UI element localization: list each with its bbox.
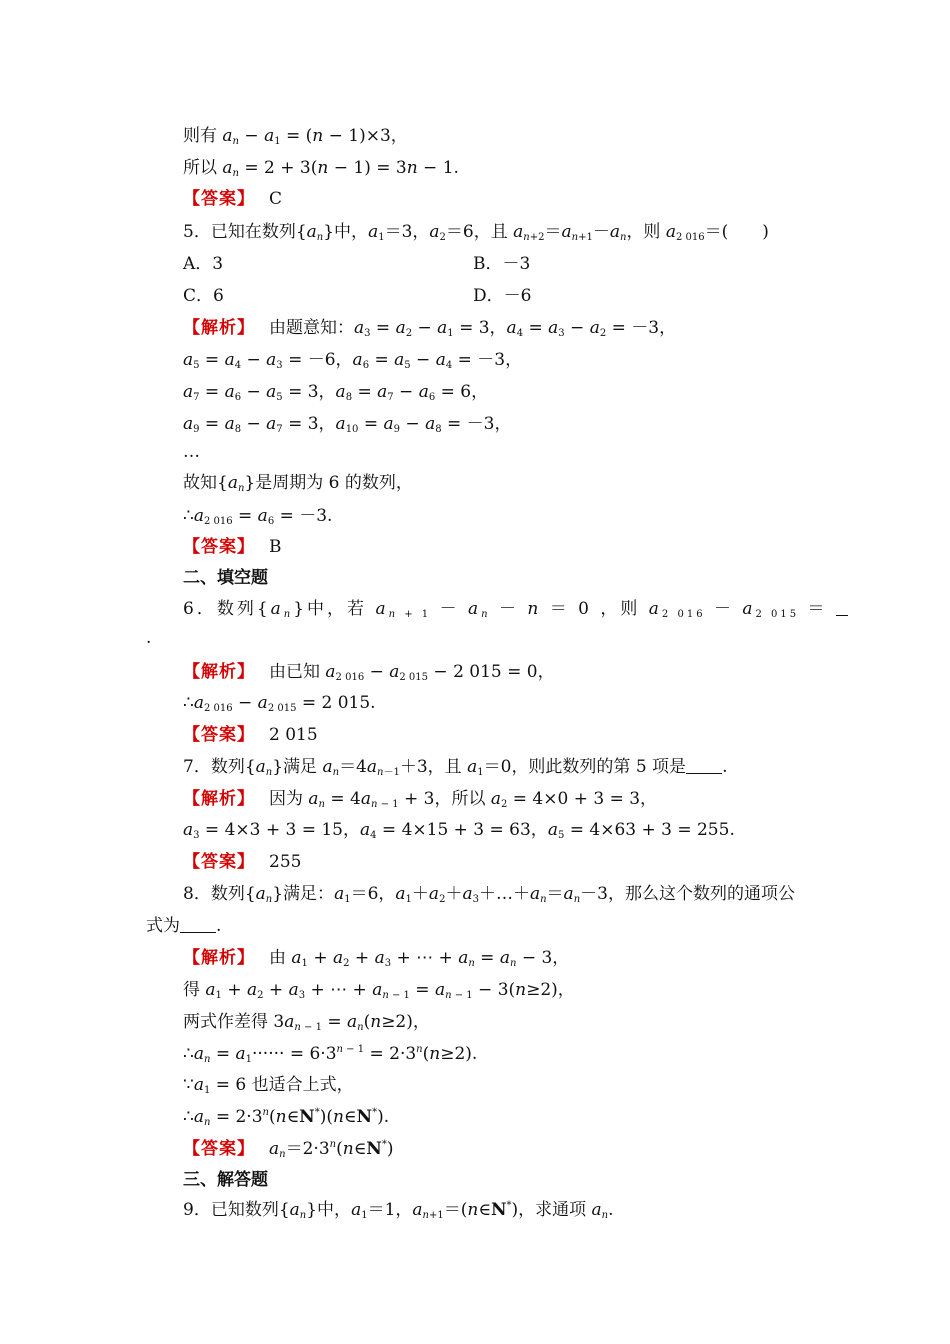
section-heading: 二、填空题 <box>183 568 268 588</box>
analysis-tag: 【解析】 <box>183 662 255 682</box>
question-7: 7．数列$\{a_n\}$满足 $a_n=4a_{n-1}+3$，且 $a_1=0$，则此数列的第 5 项是 . <box>183 757 728 778</box>
derivation-line: $\therefore a_{2 016} = a_6 = -3$. <box>183 506 333 527</box>
question-6: 6．数列$\{a_n\}$中，若 $a_{n + 1} - a_n - n = 0$ ，则 $a_{2 016} - a_{2 015}$ ＝ <box>183 597 848 621</box>
option-a: A．3 <box>183 254 224 274</box>
question-5: 5．已知在数列$\{a_n\}$中，$a_1=3$，$a_2=6$，且 $a_{n+2}=a_{n+1}-a_n$，则 $a_{2 016}=$( ) <box>183 222 769 243</box>
analysis-line: 【解析】 由 $a_1 + a_2 + a_3$ + ⋯ + $a_n = a_n - 3$， <box>183 948 570 969</box>
option-d: D．－6 <box>473 286 532 306</box>
answer-line: 【答案】 255 <box>183 852 302 872</box>
derivation-line: $a_3 = 4\times 3 + 3 = 15$，$a_4 = 4\times 15 + 3 = 63$，$a_5 = 4\times 63 + 3 = 255$. <box>183 820 735 841</box>
question-8: 8．数列$\{a_n\}$满足：$a_1=6$，$a_1+a_2+a_3+\dots+a_n=a_n-3$，那么这个数列的通项公 <box>183 884 795 905</box>
answer-tag: 【答案】 <box>183 189 255 209</box>
derivation-line: $a_9 = a_8 - a_7 = 3$，$a_{10} = a_9 - a_8 = -3$， <box>183 414 512 435</box>
derivation-line: 则有 $a_n - a_1 = (n - 1)\times 3$， <box>183 126 408 147</box>
answer-line: 【答案】 C <box>183 189 283 209</box>
analysis-line: 【解析】 由题意知：$a_3 = a_2 - a_1 = 3$，$a_4 = a_3 - a_2 = -3$， <box>183 318 677 339</box>
derivation-line: 故知$\{a_n\}$是周期为 6 的数列， <box>183 473 413 494</box>
analysis-tag: 【解析】 <box>183 318 255 338</box>
answer-tag: 【答案】 <box>183 537 255 557</box>
derivation-line: 所以 $a_n = 2 + 3(n - 1) = 3n - 1$. <box>183 158 459 179</box>
options-row <box>183 252 531 276</box>
derivation-line: $a_7 = a_6 - a_5 = 3$，$a_8 = a_7 - a_6 = 6$， <box>183 382 489 403</box>
question-9: 9．已知数列$\{a_n\}$中，$a_1=1$，$a_{n+1}=(n\in N^*)$，求通项 $a_n$. <box>183 1200 614 1221</box>
options-row <box>183 284 532 308</box>
derivation-line: $a_5 = a_4 - a_3 = -6$，$a_6 = a_5 - a_4 = -3$， <box>183 350 523 371</box>
derivation-line: $\therefore a_n = a_1\cdot\cdot\cdot\cdot\cdot\cdot = 6\cdot 3^{n - 1} = 2\cdot 3^n(n\ge 2)$. <box>183 1044 478 1065</box>
derivation-line: $\therefore a_{2 016} - a_{2 015} = 2$ 015. <box>183 693 376 714</box>
answer-tag: 【答案】 <box>183 725 255 745</box>
analysis-line: 【解析】 因为 $a_n = 4a_{n - 1} + 3$，所以 $a_2 = 4\times 0 + 3 = 3$， <box>183 789 658 810</box>
option-c: C．6 <box>183 286 224 306</box>
answer-tag: 【答案】 <box>183 1139 255 1159</box>
ellipsis: … <box>183 442 200 462</box>
answer-line: 【答案】 2 015 <box>183 725 318 745</box>
answer-tag: 【答案】 <box>183 852 255 872</box>
analysis-tag: 【解析】 <box>183 789 255 809</box>
answer-line: 【答案】 B <box>183 537 282 557</box>
question-8-cont: 式为 . <box>146 916 222 936</box>
derivation-line: 得 $a_1 + a_2 + a_3$ + ⋯ + $a_{n - 1} = a_{n - 1} - 3(n\ge 2)$， <box>183 980 575 1001</box>
option-b: B．－3 <box>473 254 531 274</box>
analysis-line: 【解析】 由已知 $a_{2 016} - a_{2 015} - 2$ 015 = 0， <box>183 662 555 683</box>
derivation-line: $\therefore a_n$ = $2\cdot 3^n(n\in N^*)(n\in N^*)$. <box>183 1107 390 1128</box>
derivation-line: 两式作差得 $3a_{n - 1} = a_n(n\ge 2)$， <box>183 1012 430 1033</box>
answer-line: 【答案】 $a_n=2\cdot 3^n(n\in N^*)$ <box>183 1139 394 1160</box>
derivation-line: $\because a_1 = 6$ 也适合上式， <box>183 1075 354 1096</box>
section-heading: 三、解答题 <box>183 1170 268 1190</box>
analysis-tag: 【解析】 <box>183 948 255 968</box>
blank-continuation: . <box>146 628 152 648</box>
